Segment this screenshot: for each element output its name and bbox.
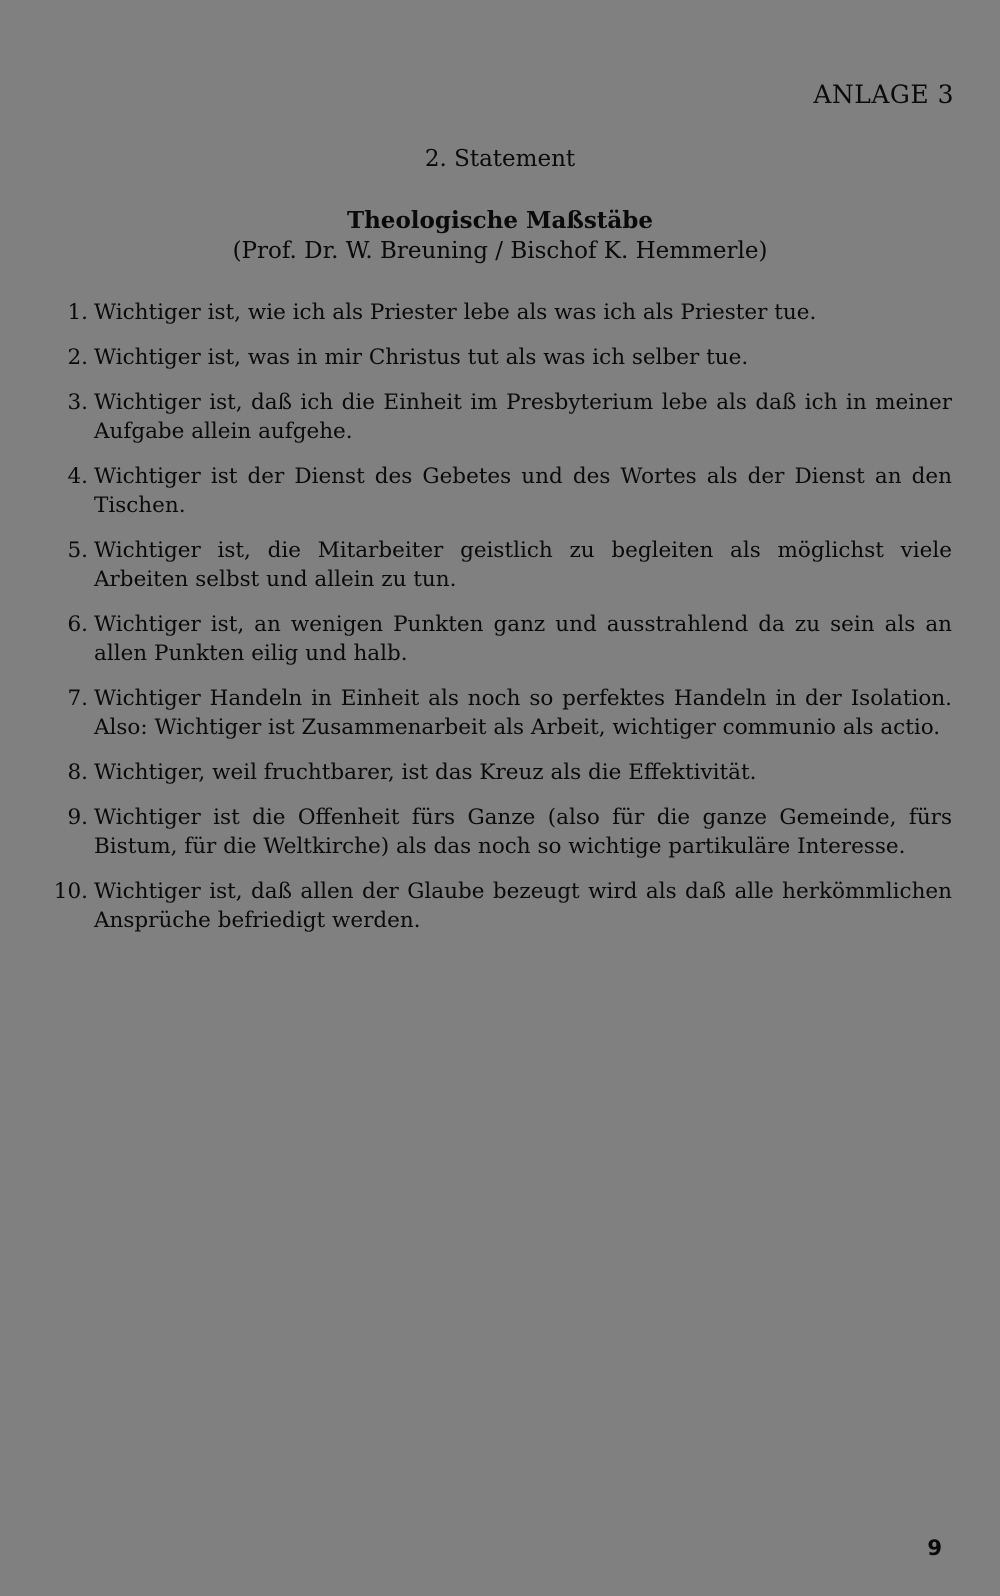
item-number: 1. [67,300,88,325]
item-text: Wichtiger ist die Offenheit fürs Ganze (also für die ganze Gemeinde, fürs Bistum, für die Weltkirche) als das noch so wichtige partikuläre Interesse. [94,805,952,859]
list-item [40,758,952,787]
item-number: 8. [67,760,88,785]
page-number: 9 [927,1536,942,1560]
document-authors: (Prof. Dr. W. Breuning / Bischof K. Hemmerle) [232,238,768,264]
item-text: Wichtiger ist, an wenigen Punkten ganz und ausstrahlend da zu sein als an allen Punkten eilig und halb. [94,612,952,666]
item-text: Wichtiger ist, die Mitarbeiter geistlich zu begleiten als möglichst viele Arbeiten selbst und allein zu tun. [94,538,952,592]
item-number: 4. [67,464,88,489]
list-item [40,536,952,594]
statement-heading: 2. Statement [424,146,576,172]
item-text: Wichtiger, weil fruchtbarer, ist das Kreuz als die Effektivität. [94,760,757,785]
item-number: 6. [67,612,88,637]
list-item [40,877,952,935]
item-number: 10. [53,879,88,904]
item-text: Wichtiger ist der Dienst des Gebetes und des Wortes als der Dienst an den Tischen. [94,464,952,518]
item-text: Wichtiger Handeln in Einheit als noch so perfektes Handeln in der Isolation. Also: Wichtiger ist Zusammenarbeit als Arbeit, wichtiger communio als actio. [94,686,952,740]
item-number: 2. [67,345,88,370]
list-item [40,684,952,742]
document-title: Theologische Maßstäbe [346,207,654,234]
item-number: 5. [67,538,88,563]
list-item [40,610,952,668]
item-text: Wichtiger ist, daß ich die Einheit im Presbyterium lebe als daß ich in meiner Aufgabe allein aufgehe. [94,390,952,444]
item-text: Wichtiger ist, wie ich als Priester lebe als was ich als Priester tue. [94,300,817,325]
list-item [40,298,952,327]
list-item [40,803,952,861]
principles-list [40,298,952,951]
list-item [40,343,952,372]
item-number: 9. [67,805,88,830]
item-text: Wichtiger ist, was in mir Christus tut als was ich selber tue. [94,345,749,370]
list-item [40,388,952,446]
item-number: 7. [67,686,88,711]
list-item [40,462,952,520]
annex-label: ANLAGE 3 [813,80,954,109]
item-text: Wichtiger ist, daß allen der Glaube bezeugt wird als daß alle herkömmlichen Ansprüche befriedigt werden. [94,879,952,933]
item-number: 3. [67,390,88,415]
